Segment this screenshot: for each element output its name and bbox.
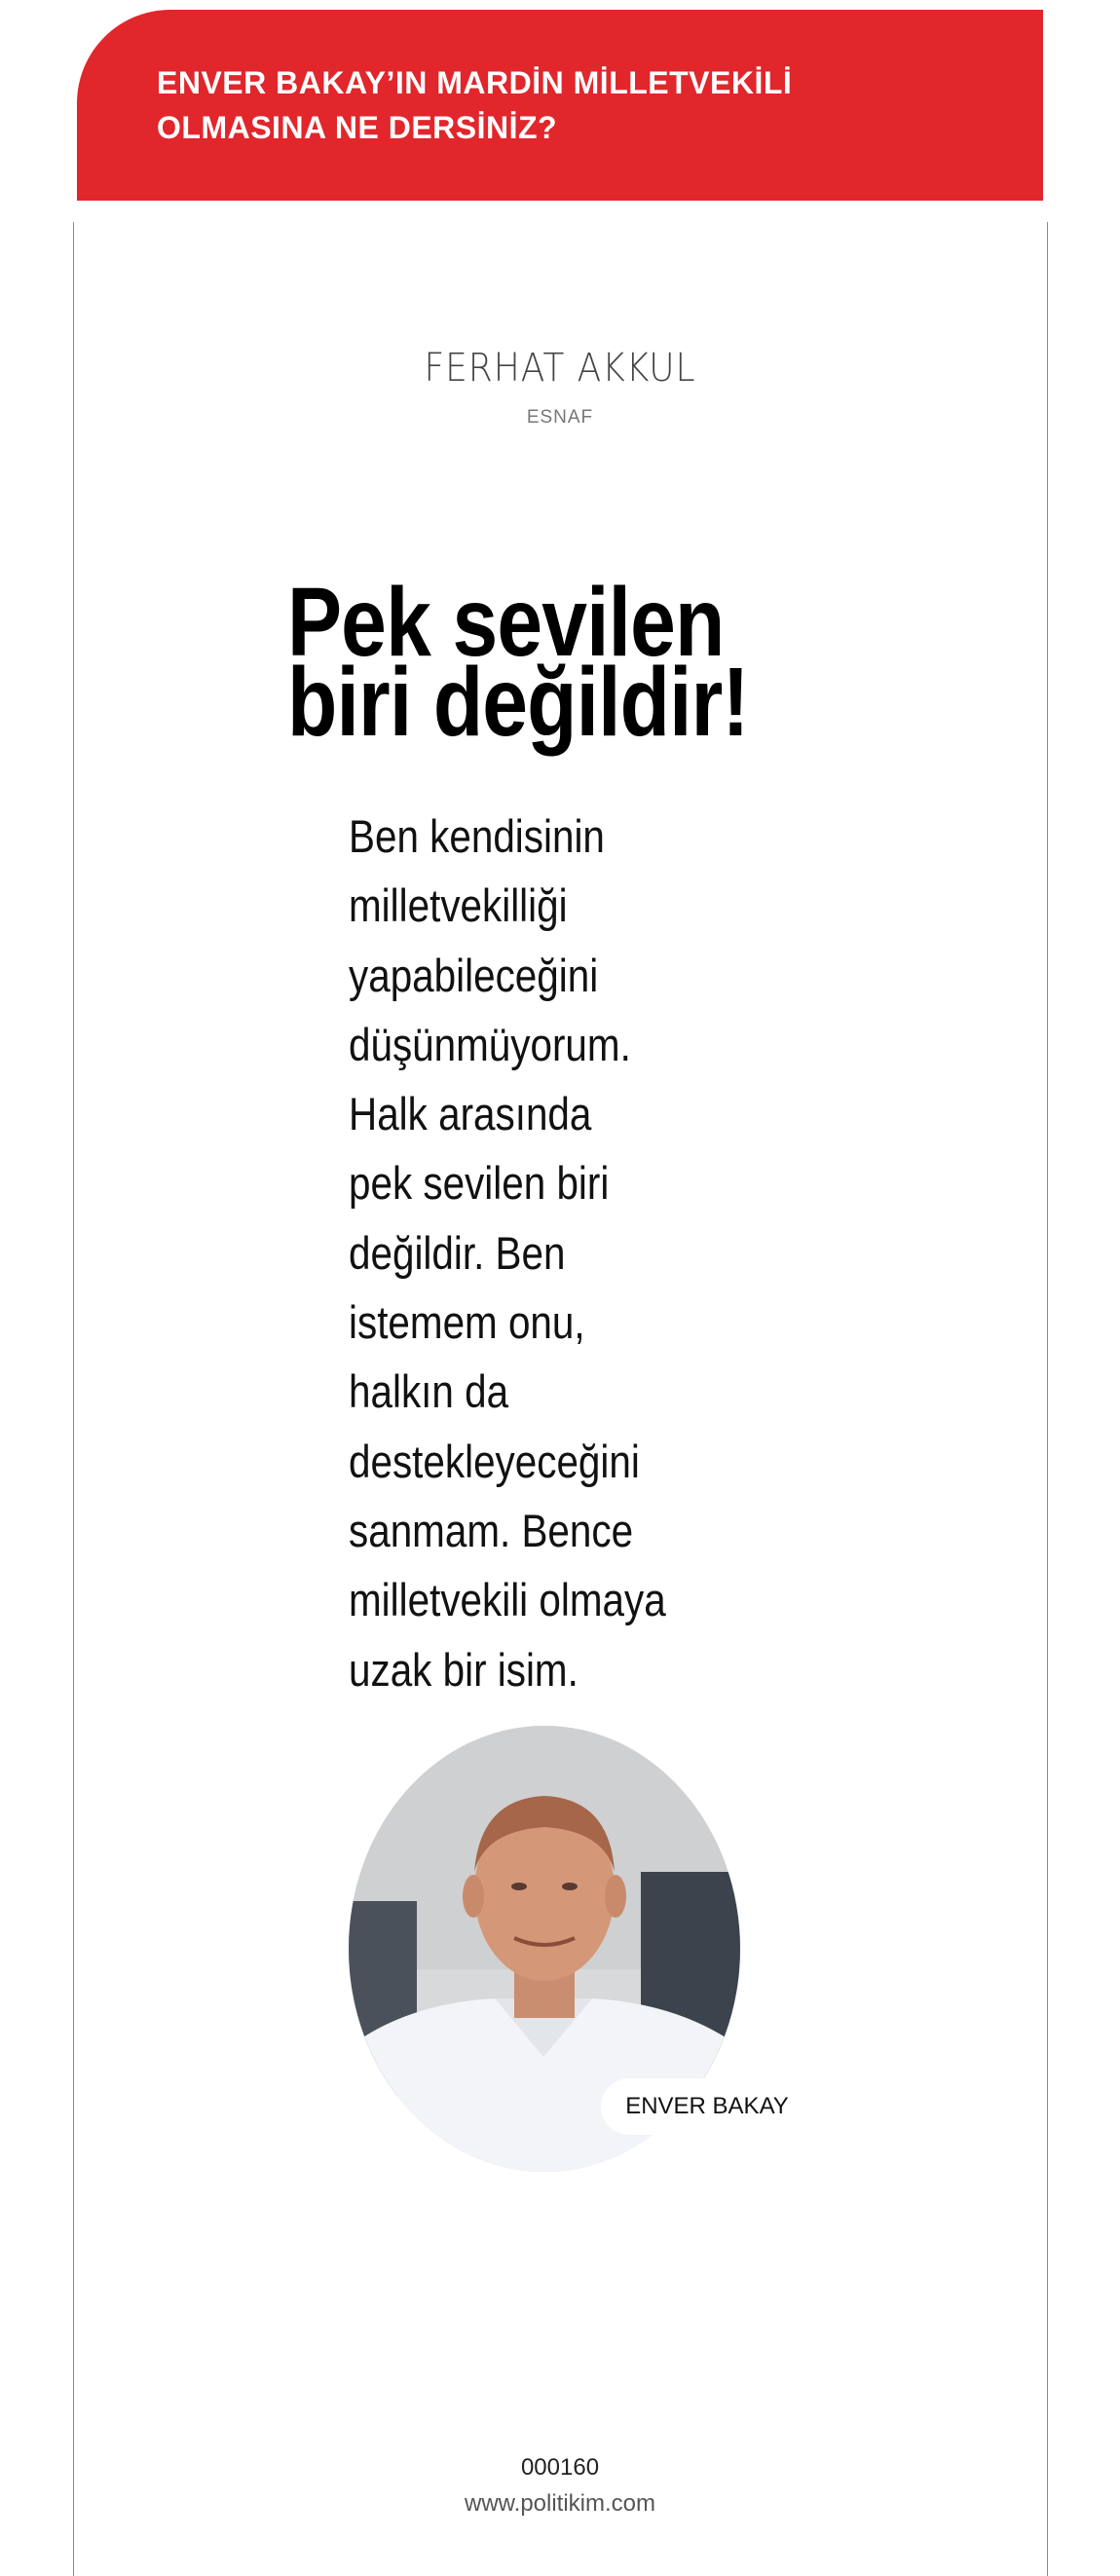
quote-line: halkın da xyxy=(349,1365,509,1418)
quote-line: yapabileceğini xyxy=(349,949,599,1001)
author-name: FERHAT AKKUL xyxy=(424,346,696,391)
header-title-line-1: ENVER BAKAY’IN MARDİN MİLLETVEKİLİ xyxy=(157,65,793,100)
footer-url[interactable]: www.politikim.com xyxy=(464,2490,656,2517)
quote-line: destekleyeceğini xyxy=(349,1435,640,1487)
quote-line: Ben kendisinin xyxy=(349,810,605,862)
left-border-rule xyxy=(73,222,74,2576)
quote-line: uzak bir isim. xyxy=(349,1643,579,1696)
quote-line: istemem onu, xyxy=(349,1296,585,1349)
headline xyxy=(287,568,860,757)
quote-line: Halk arasında xyxy=(349,1088,592,1140)
photo-caption: ENVER BAKAY xyxy=(601,2078,813,2135)
headline-line-1: Pek sevilen xyxy=(287,568,725,677)
header-banner xyxy=(77,10,1043,201)
headline-line-2: biri değildir! xyxy=(287,648,749,757)
quote-line: sanmam. Bence xyxy=(349,1504,634,1556)
quote-line: düşünmüyorum. xyxy=(349,1018,631,1070)
quote-line: milletvekili olmaya xyxy=(349,1574,666,1626)
quote-line: pek sevilen biri xyxy=(349,1157,610,1210)
quote-body xyxy=(349,802,700,1704)
author-role: ESNAF xyxy=(526,407,594,428)
footer-code: 000160 xyxy=(520,2454,600,2481)
quote-line: değildir. Ben xyxy=(349,1226,566,1279)
right-border-rule xyxy=(1047,222,1048,2576)
header-title-line-2: OLMASINA NE DERSİNİZ? xyxy=(157,110,558,145)
quote-line: milletvekilliği xyxy=(349,879,568,932)
